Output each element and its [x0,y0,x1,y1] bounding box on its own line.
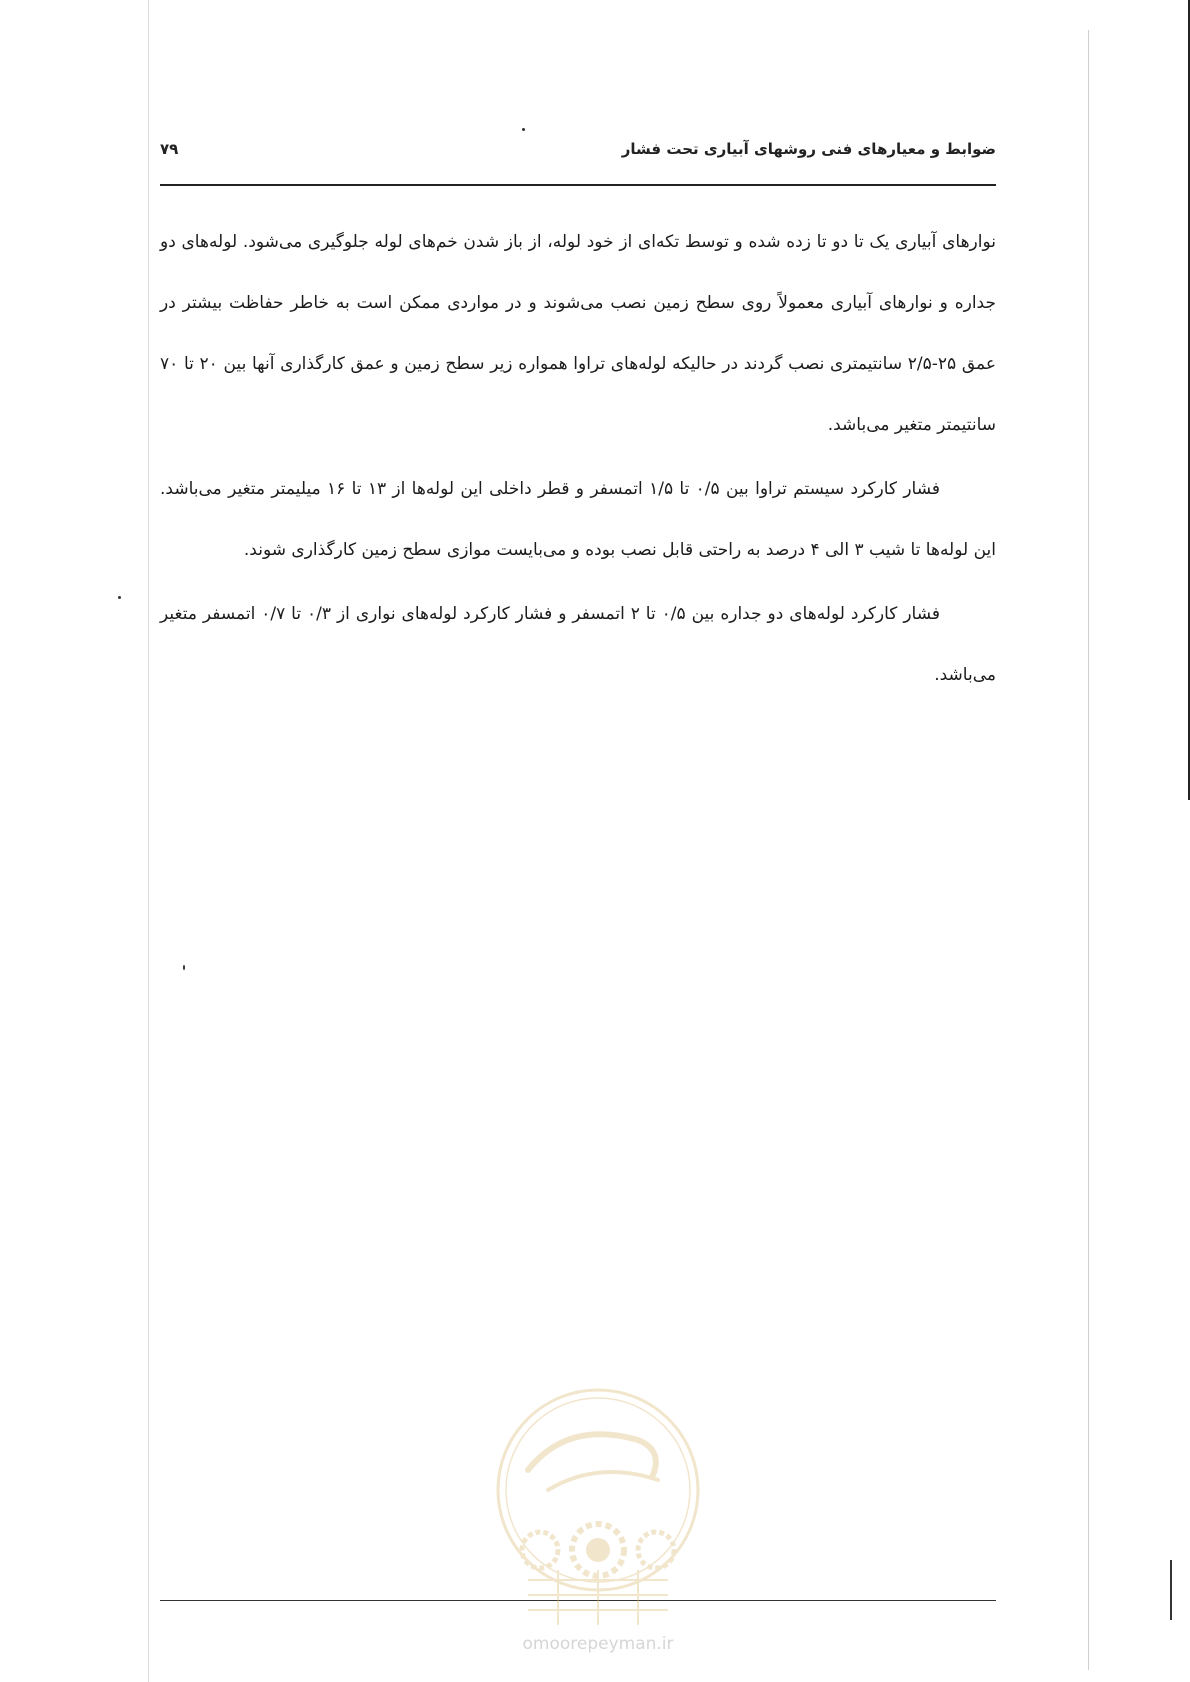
page-header [160,140,996,170]
body-text [160,212,996,706]
paragraph: فشار کارکرد سیستم تراوا بین ۰/۵ تا ۱/۵ اتمسفر و قطر داخلی این لوله‌ها از ۱۳ تا ۱۶ میلیمتر متغیر می‌باشد. این لوله‌ها تا شیب ۳ الی ۴ درصد به راحتی قابل نصب بوده و می‌بایست موازی سطح زمین کارگذاری شوند. [160,479,996,560]
watermark-site: omoorepeyman.ir [522,1634,674,1654]
paragraph: نوارهای آبیاری یک تا دو تا زده شده و توسط تکه‌ای از خود لوله، از باز شدن خم‌های لوله جلوگیری می‌شود. لوله‌های دو جداره و نوارهای آبیاری معمولاً روی سطح زمین نصب می‌شوند و در مواردی ممکن است به خاطر حفاظت بیشتر در عمق ۲۵-۲/۵ سانتیمتری نصب گردند در حالیکه لوله‌های تراوا همواره زیر سطح زمین و عمق کارگذاری آنها بین ۲۰ تا ۷۰ سانتیمتر متغیر می‌باشد. [160,232,997,435]
scan-speck [183,965,185,970]
header-rule [160,184,996,186]
scan-edge-line-right [1088,30,1089,1670]
scan-edge-line-left [148,0,149,1682]
paragraph: فشار کارکرد لوله‌های دو جداره بین ۰/۵ تا ۲ اتمسفر و فشار کارکرد لوله‌های نواری از ۰/۳ تا ۰/۷ اتمسفر متغیر می‌باشد. [160,604,996,685]
publisher-watermark [488,1380,708,1660]
scan-edge-mark [1170,1560,1172,1620]
running-title: ضوابط و معیارهای فنی روشهای آبیاری تحت فشار [621,140,996,158]
scan-speck [522,128,525,131]
scan-speck [118,596,121,599]
watermark-seal-icon [488,1380,708,1630]
page-number: ۷۹ [160,140,179,158]
